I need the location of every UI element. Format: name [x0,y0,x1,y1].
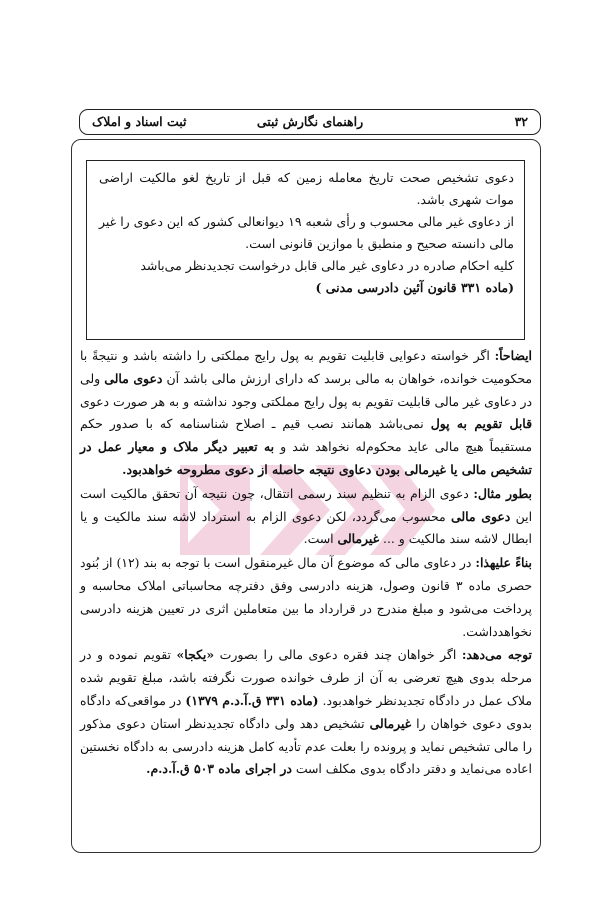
paragraph-therefore: بناءً علیهذا: در دعاوی مالی که موضوع آن مال غیرمنقول است با توجه به بند (۱۲) از بُنود حصری ماده ۳ قانون وصول، هزینه دادرسی وفق دفترچه محاسباتی املاک محاسبه و پرداخت می‌شود و مبلغ مندرج در قرارداد ما بین متعاملین اثری در تعیین هزینه دادرسی نخواهدداشت. [80,555,532,639]
page-number: ۳۲ [514,114,528,129]
paragraph-label: توجه می‌دهد: [461,647,533,663]
quote-box [86,160,525,340]
paragraph-label: بناءً علیهذا: [475,555,532,571]
box-paragraph-2: از دعاوی غیر مالی محسوب و رأی شعبه ۱۹ دیوانعالی کشور که این دعوی را غیر مالی دانسته صحیح و منطبق با موازین قانونی است. [99,214,514,251]
main-text [80,345,532,781]
paragraph-example: بطور مثال: دعوی الزام به تنظیم سند رسمی انتقال، چون نتیجه آن تحقق مالکیت است این دعوی مالی محسوب می‌گردد، لکن دعوی الزام به استرداد لاشه سند مالکیت و یا ابطال لاشه سند مالکیت و ... غیرمالی است. [80,485,533,547]
running-title: راهنمای نگارش ثبتی [256,114,364,129]
box-paragraph-1: دعوی تشخیص صحت تاریخ معامله زمین که قبل از تاریخ لغو مالکیت اراضی موات شهری باشد. [99,170,514,207]
paragraph-label: ایضاحاً: [494,348,532,363]
page-header [79,109,541,135]
box-paragraph-3: کلیه احکام صادره در دعاوی غیر مالی قابل درخواست تجدیدنظر می‌باشد [140,258,514,273]
box-citation: (ماده ۳۳۱ قانون آئین دادرسی مدنی ) [315,280,514,295]
paragraph-label: بطور مثال: [473,485,532,501]
book-title: ثبت اسناد و املاک [92,114,187,129]
paragraph-clarification: ایضاحاً: اگر خواسته دعوایی قابلیت تقویم به پول رایج مملکتی را داشته باشد و نتیجةً با محکومیت خوانده، خواهان به مالی برسد که دارای ارزش مالی باشد آن دعوی مالی ولی در دعاوی غیر مالی قابلیت تقویم به پول رایج مملکتی وجود نداشته و به هر صورت دعوی قابل تقویم به پول نمی‌باشد همانند نصب قیم ـ اصلاح شناسنامه که با صدور حکم مستقیماً هیچ مالی عاید محکوم‌له نخواهد شد و به تعبیر دیگر ملاک و معیار عمل در تشخیص مالی یا غیرمالی بودن دعاوی نتیجه حاصله از دعوی مطروحه خواهدبود. [80,348,532,477]
paragraph-note: توجه می‌دهد: اگر خواهان چند فقره دعوی مالی را بصورت «یکجا» تقویم نموده و در مرحله بدوی هیچ تعرضی به آن از طرف خوانده صورت نگرفته باشد، مبلغ تقویم شده ملاک عمل در دادگاه تجدیدنظر خواهدبود. (ماده ۳۳۱ ق.آ.د.م ۱۳۷۹) در مواقعی‌که دادگاه بدوی دعوی خواهان را غیرمالی تشخیص دهد ولی دادگاه تجدیدنظر استان دعوی مذکور را مالی تشخیص نماید و پرونده را بعلت عدم تأدیه کامل هزینه دادرسی به دادگاه نخستین اعاده می‌نماید و دفتر دادگاه بدوی مکلف است در اجرای ماده ۵۰۳ ق.آ.د.م. [80,647,533,777]
